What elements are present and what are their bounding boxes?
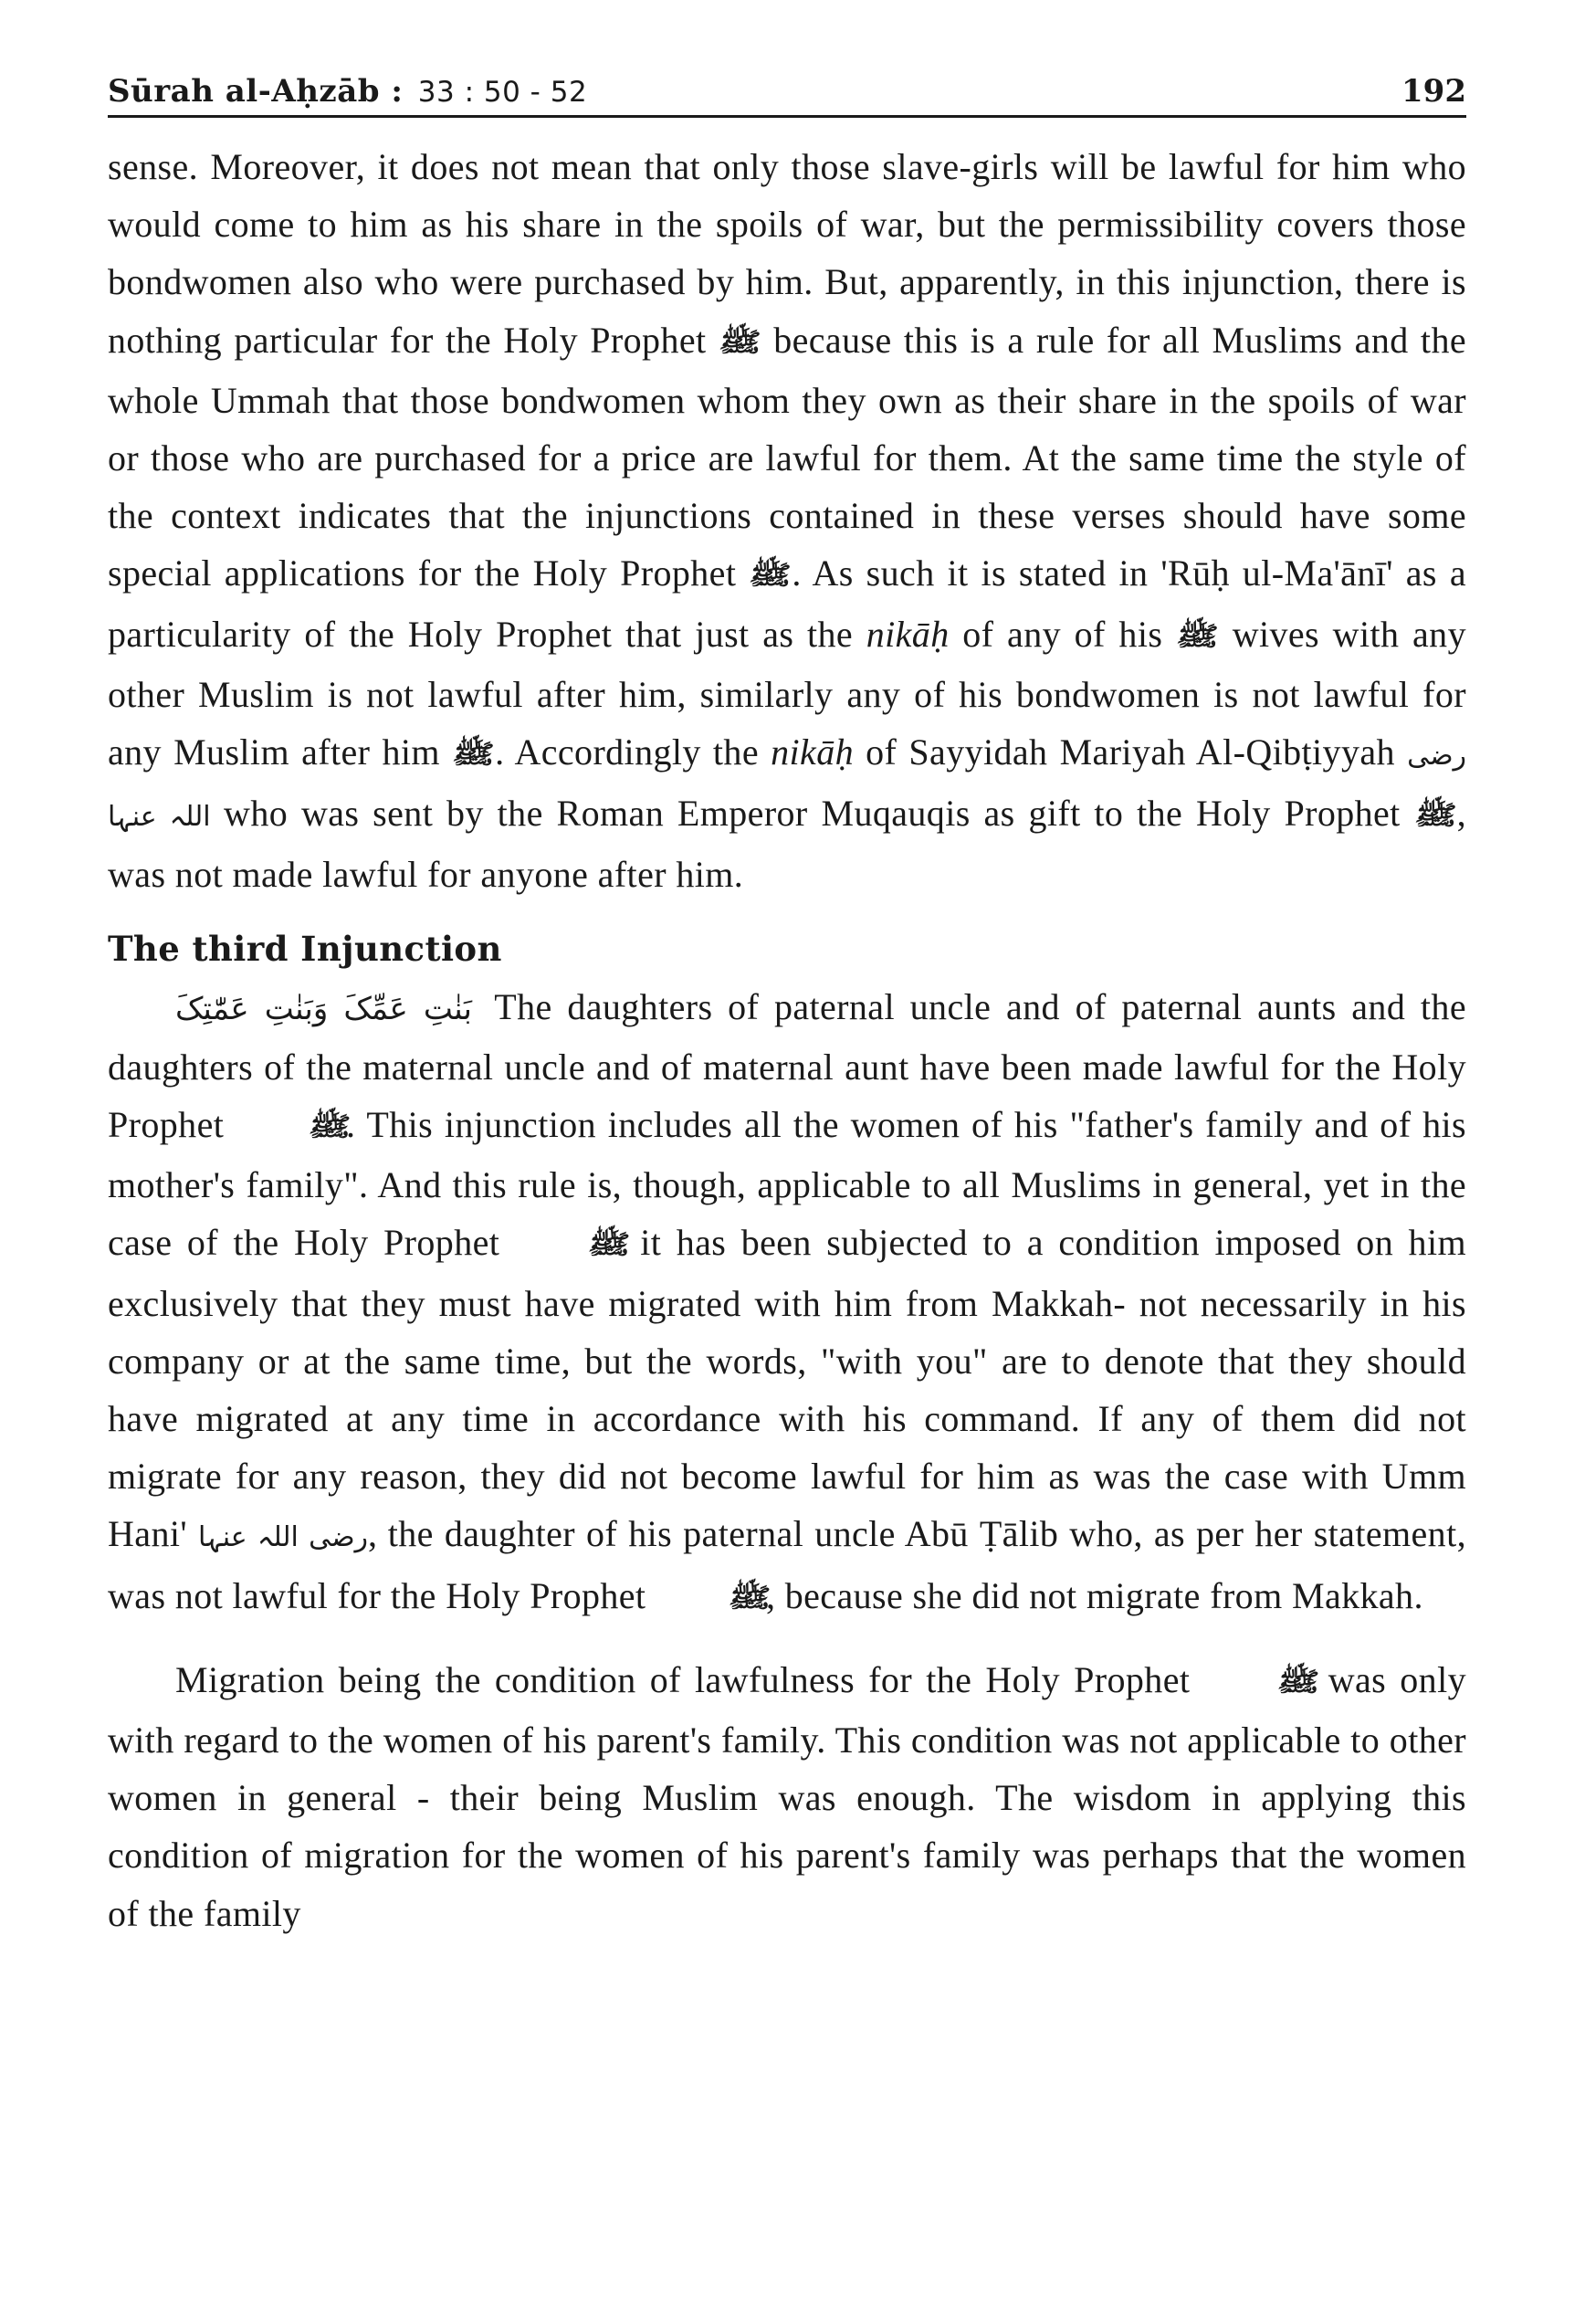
- paragraph-1: [108, 138, 1466, 904]
- honorific-icon: ﷺ: [1175, 620, 1220, 652]
- honorific-icon: ﷺ: [728, 1582, 772, 1614]
- italic-term: nikāḥ: [866, 613, 950, 655]
- italic-term: nikāḥ: [771, 731, 854, 773]
- text-run: it has been subjected to a condition imposed on him exclusively that they must have migrated with him from Makkah- not necessarily in his company or at the same time, but the words, "with you" are to denote that they should have migrated at any time in accordance with his command. If any of them did not migrate for any reason, they did not become lawful for him as was the case with Umm Hani': [108, 1222, 1466, 1555]
- page-number: 192: [1401, 73, 1466, 110]
- surah-title: Sūrah al-Aḥzāb :: [108, 73, 404, 110]
- paragraph-2: [108, 978, 1466, 1627]
- text-run: . As such it is stated in 'Rūḥ ul-Ma'ānī' as a particularity of the Holy Prophet that just as the: [108, 552, 1466, 655]
- honorific-icon: ﷺ: [1275, 1666, 1320, 1698]
- honorific-icon: ﷺ: [1413, 800, 1457, 832]
- body-text: [108, 138, 1466, 1942]
- arabic-honorific: رضی اللہ عنہا: [198, 1521, 369, 1554]
- honorific-icon: ﷺ: [308, 1111, 352, 1143]
- text-run: , because she did not migrate from Makkah.: [765, 1574, 1423, 1616]
- text-run: because this is a rule for all Muslims and the whole Ummah that those bondwomen whom they own as their share in the spoils of war or those who are purchased for a price are lawful for them. At the same time the style of the context indicates that the injunctions contained in these verses should have some special applications for the Holy Prophet: [108, 319, 1466, 594]
- arabic-honorific: رضی اللہ عنہا: [108, 740, 1467, 834]
- paragraph-3: [108, 1651, 1466, 1942]
- header-title: [108, 73, 587, 110]
- text-run: was only with regard to the women of his parent's family. This condition was not applicable to other women in general - their being Muslim was enough. The wisdom in applying this condition of migration for the women of his parent's family was perhaps that the women of the family: [108, 1658, 1466, 1934]
- text-run: , was not made lawful for anyone after him.: [108, 793, 1466, 896]
- text-run: sense. Moreover, it does not mean that only those slave-girls will be lawful for him who would come to him as his share in the spoils of war, but the permissibility covers those bondwomen also who were purchased by him. But, apparently, in this injunction, there is nothing particular for the Holy Prophet: [108, 146, 1466, 361]
- text-run: Migration being the condition of lawfulness for the Holy Prophet: [175, 1658, 1191, 1700]
- running-header: [108, 57, 1466, 118]
- text-run: wives with any other Muslim is not lawful after him, similarly any of his bondwomen is not lawful for any Muslim after him: [108, 613, 1466, 773]
- text-run: who was sent by the Roman Emperor Muqauqis as gift to the Holy Prophet: [224, 793, 1401, 835]
- honorific-icon: ﷺ: [749, 560, 792, 592]
- text-run: of any of his: [962, 613, 1163, 655]
- text-run: . Accordingly the: [495, 731, 759, 773]
- page: [108, 57, 1466, 1942]
- text-run: , the daughter of his paternal uncle Abū Ṭālib who, as per her statement, was not lawful for the Holy Prophet: [108, 1513, 1466, 1616]
- section-heading: The third Injunction: [108, 928, 502, 969]
- text-run: of Sayyidah Mariyah Al-Qibṭiyyah: [866, 731, 1395, 773]
- honorific-icon: ﷺ: [587, 1229, 631, 1261]
- text-run: . This injunction includes all the women of his "father's family and of his mother's family". And this rule is, though, applicable to all Muslims in general, yet in the case of the Holy Prophet: [108, 1104, 1467, 1264]
- honorific-icon: ﷺ: [718, 326, 761, 358]
- quranic-text: بَنٰتِ عَمِّکَ وَبَنٰتِ عَمّٰتِکَ: [175, 990, 472, 1027]
- honorific-icon: ﷺ: [451, 739, 496, 771]
- text-run: The daughters of paternal uncle and of paternal aunts and the daughters of the maternal uncle and of maternal aunt have been made lawful for the Holy Prophet: [108, 985, 1466, 1146]
- verse-reference: 33 : 50 - 52: [417, 76, 588, 109]
